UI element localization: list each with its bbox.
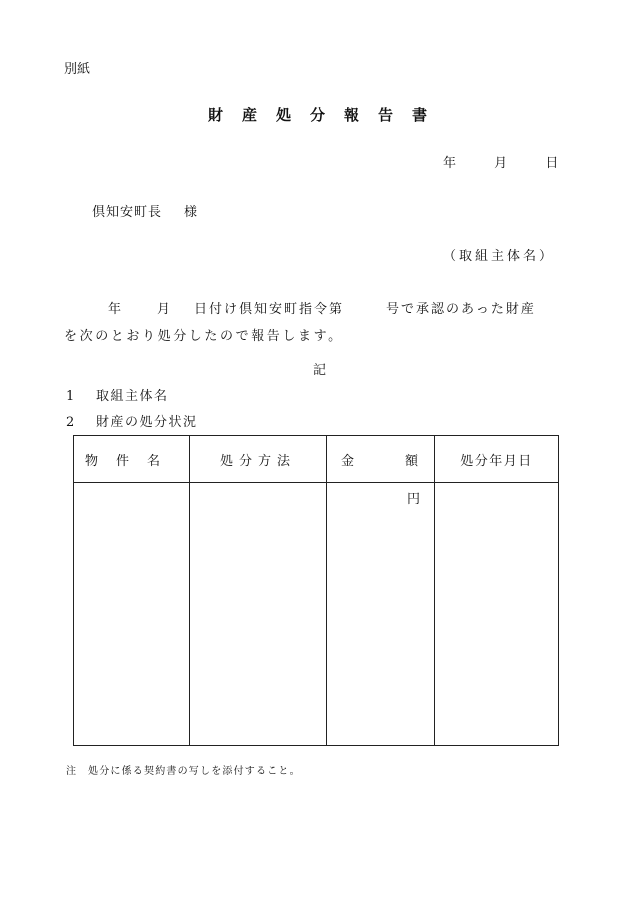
item-label: 取組主体名 [96, 389, 169, 404]
note-prefix: 注 [66, 766, 78, 777]
cell-amount [327, 483, 435, 746]
body-month: 月 [157, 302, 173, 317]
date-month: 月 [494, 156, 508, 171]
table-header-row [74, 436, 559, 483]
item-organization [66, 390, 169, 403]
addressee-name: 倶知安町長 [92, 205, 163, 220]
report-date [443, 157, 558, 170]
body-end: 号で承認のあった財産 [386, 302, 536, 317]
header-amount-2: 額 [405, 453, 419, 469]
item-number: 2 [66, 415, 76, 430]
disposal-table [73, 435, 559, 746]
addressee [92, 206, 198, 219]
appendix-label: 別紙 [64, 62, 91, 77]
body-line-1 [108, 303, 536, 316]
organization-name: （取組主体名） [443, 249, 556, 264]
header-amount-1: 金 [341, 453, 355, 469]
yen-unit: 円 [406, 492, 420, 507]
body-middle: 日付け倶知安町指令第 [194, 302, 345, 317]
date-day: 日 [545, 156, 559, 171]
note-text: 処分に係る契約書の写しを添付すること。 [88, 766, 301, 777]
date-year: 年 [443, 156, 457, 171]
footnote [66, 767, 301, 777]
header-disposal-method: 処分方法 [190, 436, 327, 483]
cell-disposal-method [190, 483, 327, 746]
item-disposal-status [66, 416, 198, 429]
header-property-name: 物件名 [74, 436, 190, 483]
table-row [74, 483, 559, 746]
cell-disposal-date [435, 483, 559, 746]
ki-heading: 記 [313, 363, 327, 378]
cell-property-name [74, 483, 190, 746]
body-year: 年 [108, 302, 124, 317]
addressee-honorific: 様 [184, 205, 199, 220]
item-label: 財産の処分状況 [96, 415, 198, 430]
item-number: 1 [66, 389, 76, 404]
body-line-2: を次のとおり処分したので報告します。 [64, 329, 344, 344]
header-amount [327, 436, 435, 483]
page-title: 財産処分報告書 [208, 106, 447, 124]
header-disposal-date: 処分年月日 [435, 436, 559, 483]
